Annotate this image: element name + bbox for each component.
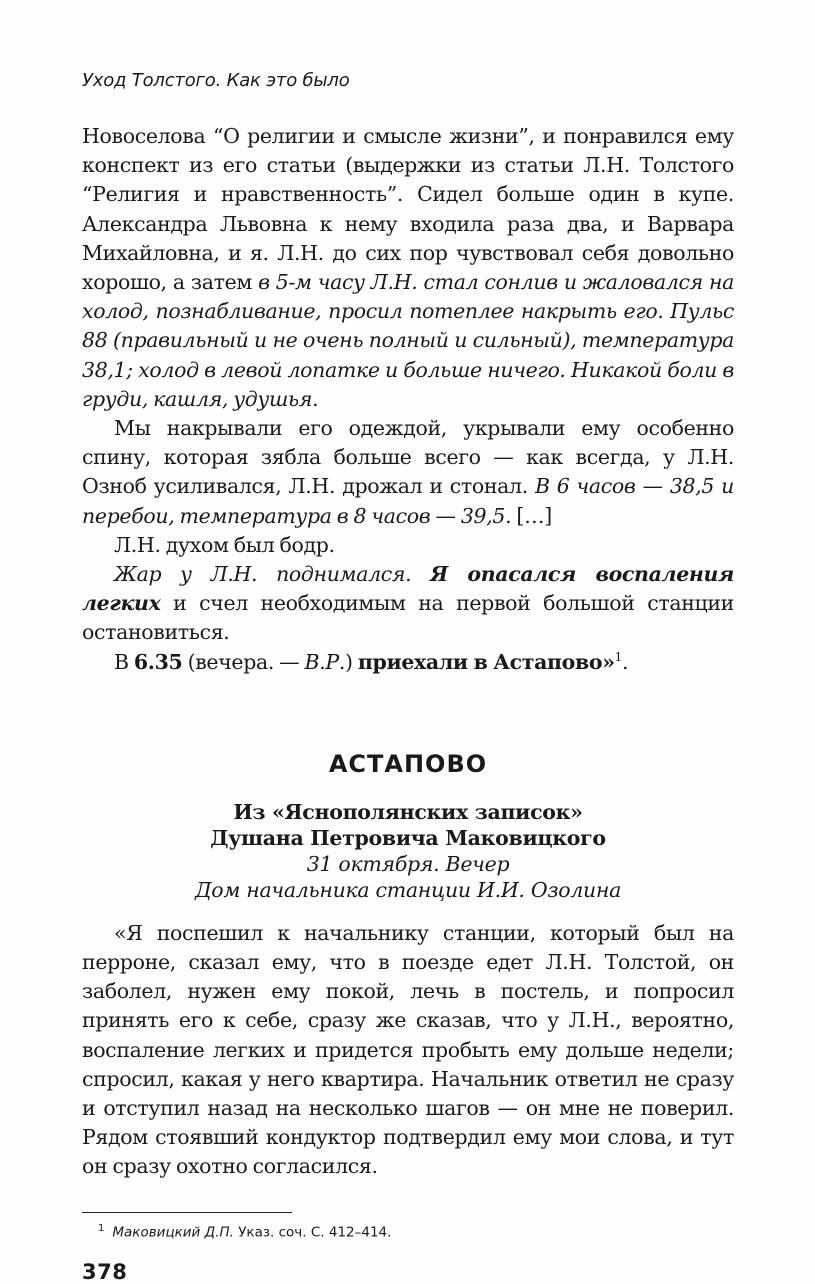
paragraph-1 [82, 122, 734, 414]
p1-italic: в 5-м часу Л.Н. стал сонлив и жаловался на холод, познабливание, просил потеплее накрыть его. Пульс 88 (правильный и не очень полный и сильный), температура 38,1; холод в левой лопатке и больше ничего. Никакой боли в груди, кашля, удушья. [82, 270, 734, 411]
footnote-reference: Указ. соч. С. 412–414. [233, 1224, 392, 1241]
page-number: 378 [82, 1260, 128, 1284]
p5-bold: приехали в Астапово» [357, 649, 615, 674]
p5-time: 6.35 [133, 649, 183, 674]
footnote [98, 1219, 734, 1243]
footnote-author: Маковицкий Д.П. [112, 1224, 234, 1241]
section-subtitle-author: Душана Петровича Маковицкого [210, 825, 606, 850]
p2-ellipsis: […] [511, 503, 552, 528]
book-page [82, 66, 734, 1284]
paragraph-6 [82, 919, 734, 1182]
spacer [82, 903, 734, 919]
p2-text: Мы накрывали его одеждой, укрывали ему особенно спину, которая зябла больше всего — как всегда, у Л.Н. Озноб усиливался, Л.Н. дрожал и стонал. [82, 416, 734, 499]
paragraph-3 [82, 531, 734, 560]
p4-italic: Жар у Л.Н. поднимался. [114, 562, 431, 587]
p1-text: Новоселова “О религии и смысле жизни”, и понравился ему конспект из его статьи (выдержки из статьи Л.Н. Толстого “Религия и нравственность”. Сидел больше один в купе. Александра Львовна к нему входила раза два, и Варвара Михайловна, и я. Л.Н. до сих пор чувствовал себя довольно хорошо, а затем [82, 124, 734, 295]
section-subtitle-source: Из «Яснополянских записок» [233, 799, 583, 824]
running-head: Уход Толстого. Как это было [82, 70, 350, 91]
p5-text-a: В [114, 649, 134, 674]
p5-text-b: (вечера. — [182, 649, 305, 674]
p5-text-d: . [621, 649, 629, 674]
p3-text: Л.Н. духом был бодр. [114, 532, 335, 557]
paragraph-5 [82, 648, 734, 677]
footnote-number: 1 [98, 1222, 105, 1234]
footnote-ref[interactable]: 1 [614, 649, 622, 664]
paragraph-4 [82, 560, 734, 648]
p2-italic: В 6 часов — 38,5 и перебои, температура в 8 часов — 39,5. [82, 474, 734, 528]
section-title: АСТАПОВО [328, 749, 488, 778]
p4-text: и счел необходимым на первой большой станции остановиться. [82, 591, 734, 645]
section-subtitle-date: 31 октября. Вечер [306, 851, 510, 876]
p5-initials: В.Р. [304, 649, 345, 674]
p6-text: «Я поспешил к начальнику станции, который был на перроне, сказал ему, что в поезде едет Л.Н. Толстой, он заболел, нужен ему покой, лечь в постель, и попросил принять его к себе, сразу же сказав, что у Л.Н., вероятно, воспаление легких и придется пробыть ему дольше недели; спросил, какая у него квартира. Начальник ответил не сразу и отступил назад на несколько шагов — он мне не поверил. Рядом стоявший кондуктор подтвердил ему мои слова, и тут он сразу охотно согласился. [82, 920, 734, 1179]
footnote-divider [82, 1212, 292, 1213]
paragraph-2 [82, 414, 734, 531]
p5-text-c: ) [345, 649, 358, 674]
p4-bold-italic: Я опасался воспаления легких [82, 562, 735, 616]
section-subtitle-place: Дом начальника станции И.И. Озолина [194, 877, 622, 902]
